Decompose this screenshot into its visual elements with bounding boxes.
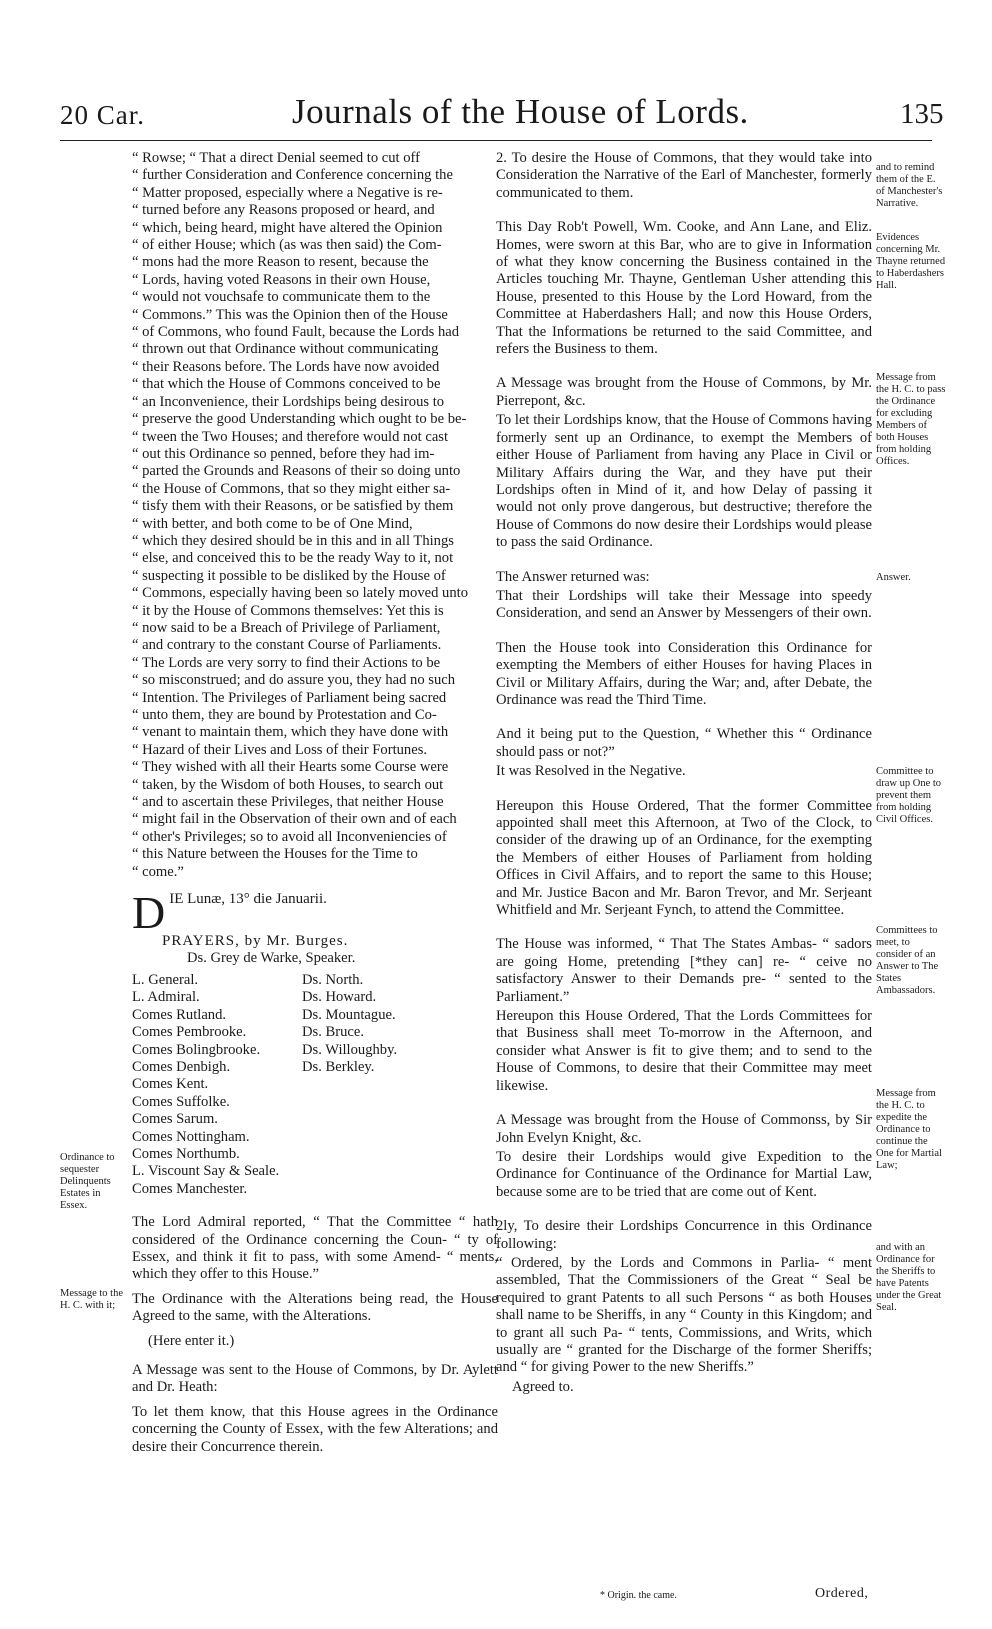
para-ordinance-request: To let their Lordships know, that the House of Commons having formerly sent up an Ordinance, to exempt the Members of either House of Parliament from having any Place in Civil or Military Affairs during the War, and they have put their Lordships often in Mind of it, and how Delay of passing it would not only prove dangerous, but destructive; therefore the House of Commons do now desire their Lordships would please to pass the said Ordinance. <box>496 412 872 551</box>
quote-line: “ unto them, they are bound by Protestation and Co- <box>132 707 437 723</box>
attendee: Ds. Bruce. <box>302 1024 365 1041</box>
quote-line: “ their Reasons before. The Lords have now avoided <box>132 358 440 375</box>
para-narrative: 2. To desire the House of Commons, that they would take into Consideration the Narrative of the Earl of Manchester, formerly communicated to them. <box>496 150 872 201</box>
quote-line: “ which, being heard, might have altered the Opinion <box>132 219 443 236</box>
attendance-col-2 <box>302 972 482 1198</box>
margin-note-left-2: Message to the H. C. with it; <box>60 1288 123 1311</box>
header-regnal-year: 20 Car. <box>60 100 145 130</box>
para-message-sent: A Message was sent to the House of Commons, by Dr. Aylett and Dr. Heath: <box>132 1362 498 1396</box>
para-enter: (Here enter it.) <box>148 1332 235 1349</box>
para-message-commons: A Message was brought from the House of Commons, by Mr. Pierrepont, &c. <box>496 375 872 409</box>
quote-line: “ preserve the good Understanding which ought to be be- <box>132 411 467 428</box>
margin-note-right-2: Evidences concerning Mr. Thayne returned to Haberdashers Hall. <box>876 232 946 291</box>
para-states-ambassadors: The House was informed, “ That The States Ambas- “ sadors are going Home, pretending [*they can] re- “ ceive no satisfactory Answer to their Demands pre- “ sented to the Parliament.” <box>496 936 872 1005</box>
left-column <box>132 150 498 1463</box>
quote-line: “ it by the House of Commons themselves: Yet this is <box>132 602 444 619</box>
attendee: Ds. Howard. <box>302 989 377 1006</box>
attendee: Comes Nottingham. <box>132 1128 250 1145</box>
quote-line: “ further Consideration and Conference concerning the <box>132 167 453 184</box>
quote-line: “ and contrary to the constant Course of Parliaments. <box>132 637 442 654</box>
quote-line: “ an Inconvenience, their Lordships being desirous to <box>132 393 445 410</box>
day-heading <box>132 887 498 939</box>
dropcap: D <box>132 887 166 939</box>
quote-line: “ mons had the more Reason to resent, because the <box>132 254 429 271</box>
attendance-list <box>132 972 498 1198</box>
quote-line: “ tween the Two Houses; and therefore would not cast <box>132 428 449 445</box>
quote-line: “ with better, and both come to be of One Mind, <box>132 515 413 532</box>
footnote: * Origin. the came. <box>600 1590 677 1601</box>
quote-line: “ that which the House of Commons conceived to be <box>132 376 441 393</box>
quote-line: “ else, and conceived this to be the ready Way to it, not <box>132 550 454 567</box>
para-alterations: The Ordinance with the Alterations being read, the House Agreed to the same, with the Alterations. <box>132 1290 498 1325</box>
para-consideration: Then the House took into Consideration this Ordinance for exempting the Members of either Houses for having Places in Civil or Military Affairs, during the War; and, after Debate, the Ordinance was read the Third Time. <box>496 639 872 708</box>
quote-line: “ turned before any Reasons proposed or heard, and <box>132 202 435 219</box>
para-answer-intro: The Answer returned was: <box>496 568 650 585</box>
quote-line: “ of Commons, who found Fault, because the Lords had <box>132 324 460 341</box>
quote-line: “ now said to be a Breach of Privilege of Parliament, <box>132 619 441 636</box>
attendance-col-1 <box>132 972 302 1198</box>
header-rule <box>60 140 932 141</box>
quoted-reasons <box>132 150 498 881</box>
quote-line: “ suspecting it possible to be disliked by the House of <box>132 567 446 584</box>
attendee: L. Admiral. <box>132 989 200 1006</box>
para-admiral-report: The Lord Admiral reported, “ That the Committee “ hath considered of the Ordinance concerning the Coun- “ ty of Essex, and think it fit to pass, with some Amend- “ ments, which they offer to this House.” <box>132 1214 498 1283</box>
attendee: Comes Pembrooke. <box>132 1024 247 1041</box>
quote-line: “ Intention. The Privileges of Parliament being sacred <box>132 689 447 706</box>
para-message-evelyn: A Message was brought from the House of Commonss, by Sir John Evelyn Knight, &c. <box>496 1112 872 1146</box>
para-answer: That their Lordships will take their Message into speedy Consideration, and send an Answer by Messengers of their own. <box>496 587 872 622</box>
attendee: Ds. North. <box>302 971 364 988</box>
margin-note-right-5: Committee to draw up One to prevent them from holding Civil Offices. <box>876 766 942 825</box>
quote-line: “ come.” <box>132 863 184 880</box>
quote-line: “ The Lords are very sorry to find their Actions to be <box>132 654 441 671</box>
quote-line: “ the House of Commons, that so they might either sa- <box>132 480 451 497</box>
catchword: Ordered, <box>815 1586 869 1601</box>
attendee: Comes Rutland. <box>132 1006 227 1023</box>
quote-line: “ They wished with all their Hearts some Course were <box>132 759 449 776</box>
attendee: Ds. Willoughby. <box>302 1041 398 1058</box>
attendee: Comes Denbigh. <box>132 1058 231 1075</box>
prayers-line: PRAYERS, by Mr. Burges. <box>162 933 349 950</box>
margin-note-left-1: Ordinance to sequester Delinquents Estates in Essex. <box>60 1152 115 1211</box>
quote-line: “ thrown out that Ordinance without communicating <box>132 341 439 358</box>
margin-note-right-7: Message from the H. C. to expedite the Ordinance to continue the One for Martial Law; <box>876 1088 942 1171</box>
para-martial-law: To desire their Lordships would give Expedition to the Ordinance for Continuance of the Ordinance for Martial Law, because some are to be tried that are come out of Kent. <box>496 1148 872 1200</box>
margin-note-right-6: Committees to meet, to consider of an Answer to The States Ambassadors. <box>876 925 939 996</box>
quote-line: “ of either House; which (as was then said) the Com- <box>132 237 442 254</box>
attendee: Ds. Berkley. <box>302 1058 375 1075</box>
quote-line: “ Commons.” This was the Opinion then of the House <box>132 306 448 323</box>
quote-line: “ taken, by the Wisdom of both Houses, to search out <box>132 776 444 793</box>
attendee: Comes Kent. <box>132 1076 209 1093</box>
margin-note-right-3: Message from the H. C. to pass the Ordinance for excluding Members of both Houses from holding Offices. <box>876 372 946 467</box>
day-heading-text: IE Lunæ, 13° die Januarii. <box>169 891 327 908</box>
para-resolved: It was Resolved in the Negative. <box>496 763 686 780</box>
attendee: Comes Manchester. <box>132 1180 248 1197</box>
margin-note-right-8: and with an Ordinance for the Sheriffs to have Patents under the Great Seal. <box>876 1242 942 1313</box>
para-agreed: Agreed to. <box>512 1378 574 1395</box>
attendee: Comes Sarum. <box>132 1111 218 1128</box>
para-evidences: This Day Rob't Powell, Wm. Cooke, and Ann Lane, and Eliz. Homes, were sworn at this Bar, who are to give in Information of what they know concerning the Business contained in the Articles touching Mr. Thayne, Gentleman Usher attending this House, presented to this House by the Lord Howard, from the Committee at Haberdashers Hall; and now this House Orders, That the Informations be returned to the said Committee, and refers the Business to them. <box>496 219 872 358</box>
quote-line: “ Commons, especially having been so lately moved unto <box>132 585 468 602</box>
quote-line: “ this Nature between the Houses for the Time to <box>132 846 418 863</box>
right-column <box>496 150 872 1413</box>
quote-line: “ Matter proposed, especially where a Negative is re- <box>132 184 443 201</box>
quote-line: “ Hazard of their Lives and Loss of their Fortunes. <box>132 741 428 758</box>
attendee: Comes Bolingbrooke. <box>132 1041 261 1058</box>
attendee: L. General. <box>132 971 199 988</box>
quote-line: “ Lords, having voted Reasons in their own House, <box>132 271 431 288</box>
attendee: Comes Suffolke. <box>132 1093 230 1110</box>
para-question: And it being put to the Question, “ Whether this “ Ordinance should pass or not?” <box>496 726 872 760</box>
header-title: Journals of the House of Lords. <box>292 92 749 131</box>
quote-line: “ other's Privileges; so to avoid all Inconveniencies of <box>132 828 447 845</box>
para-concurrence: 2ly, To desire their Lordships Concurrence in this Ordinance following: <box>496 1218 872 1252</box>
quote-line: “ so misconstrued; and do assure you, they had no such <box>132 672 456 689</box>
quote-line: “ out this Ordinance so penned, before they had im- <box>132 445 435 462</box>
attendee: Comes Northumb. <box>132 1145 240 1162</box>
quote-line: “ and to ascertain these Privileges, that neither House <box>132 794 444 811</box>
quote-line: “ tisfy them with their Reasons, or be satisfied by them <box>132 498 454 515</box>
quote-line: “ venant to maintain them, which they have done with <box>132 724 449 741</box>
margin-note-right-1: and to remind them of the E. of Manchester's Narrative. <box>876 162 943 209</box>
quote-line: “ Rowse; “ That a direct Denial seemed to cut off <box>132 150 420 166</box>
speaker-line: Ds. Grey de Warke, Speaker. <box>187 950 356 967</box>
quote-line: “ would not vouchsafe to communicate them to the <box>132 289 431 306</box>
page-number: 135 <box>900 98 944 130</box>
quote-line: “ parted the Grounds and Reasons of their so doing unto <box>132 463 461 480</box>
para-committee-order: Hereupon this House Ordered, That the former Committee appointed shall meet this Afternoon, at Two of the Clock, to consider of the drawing up of an Ordinance, for the exempting the Members of either Houses of Parliament from holding Offices in Civil Affairs, and to report the same to this House; and Mr. Justice Bacon and Mr. Baron Trevor, and Mr. Serjeant Whitfield and Mr. Serjeant Fynch, to attend the Committee. <box>496 797 872 919</box>
quote-line: “ which they desired should be in this and in all Things <box>132 532 454 549</box>
attendee: Ds. Mountague. <box>302 1006 396 1023</box>
quote-line: “ might fail in the Observation of their own and of each <box>132 811 457 828</box>
attendee: L. Viscount Say & Seale. <box>132 1163 280 1180</box>
para-let-them-know: To let them know, that this House agrees in the Ordinance concerning the County of Essex, with the few Alterations; and desire their Concurrence therein. <box>132 1403 498 1455</box>
para-sheriffs-ordinance: “ Ordered, by the Lords and Commons in Parlia- “ ment assembled, That the Commissioners of the Great “ Seal be required to grant Patents to all such Persons “ as both Houses shall name to be Sheriffs, in any “ County in this Kingdom; and to grant all such Pa- “ tents, Commissions, and Writs, which usually are “ granted for the Discharge of the former Sheriffs; and “ for giving Power to the new Sheriffs.” <box>496 1254 872 1376</box>
margin-note-right-4: Answer. <box>876 572 911 583</box>
para-lords-committees: Hereupon this House Ordered, That the Lords Committees for that Business shall meet To-morrow in the Afternoon, and consider what Answer is fit to give them; and to send to the House of Commons, to desire that their Committee may meet likewise. <box>496 1008 872 1094</box>
